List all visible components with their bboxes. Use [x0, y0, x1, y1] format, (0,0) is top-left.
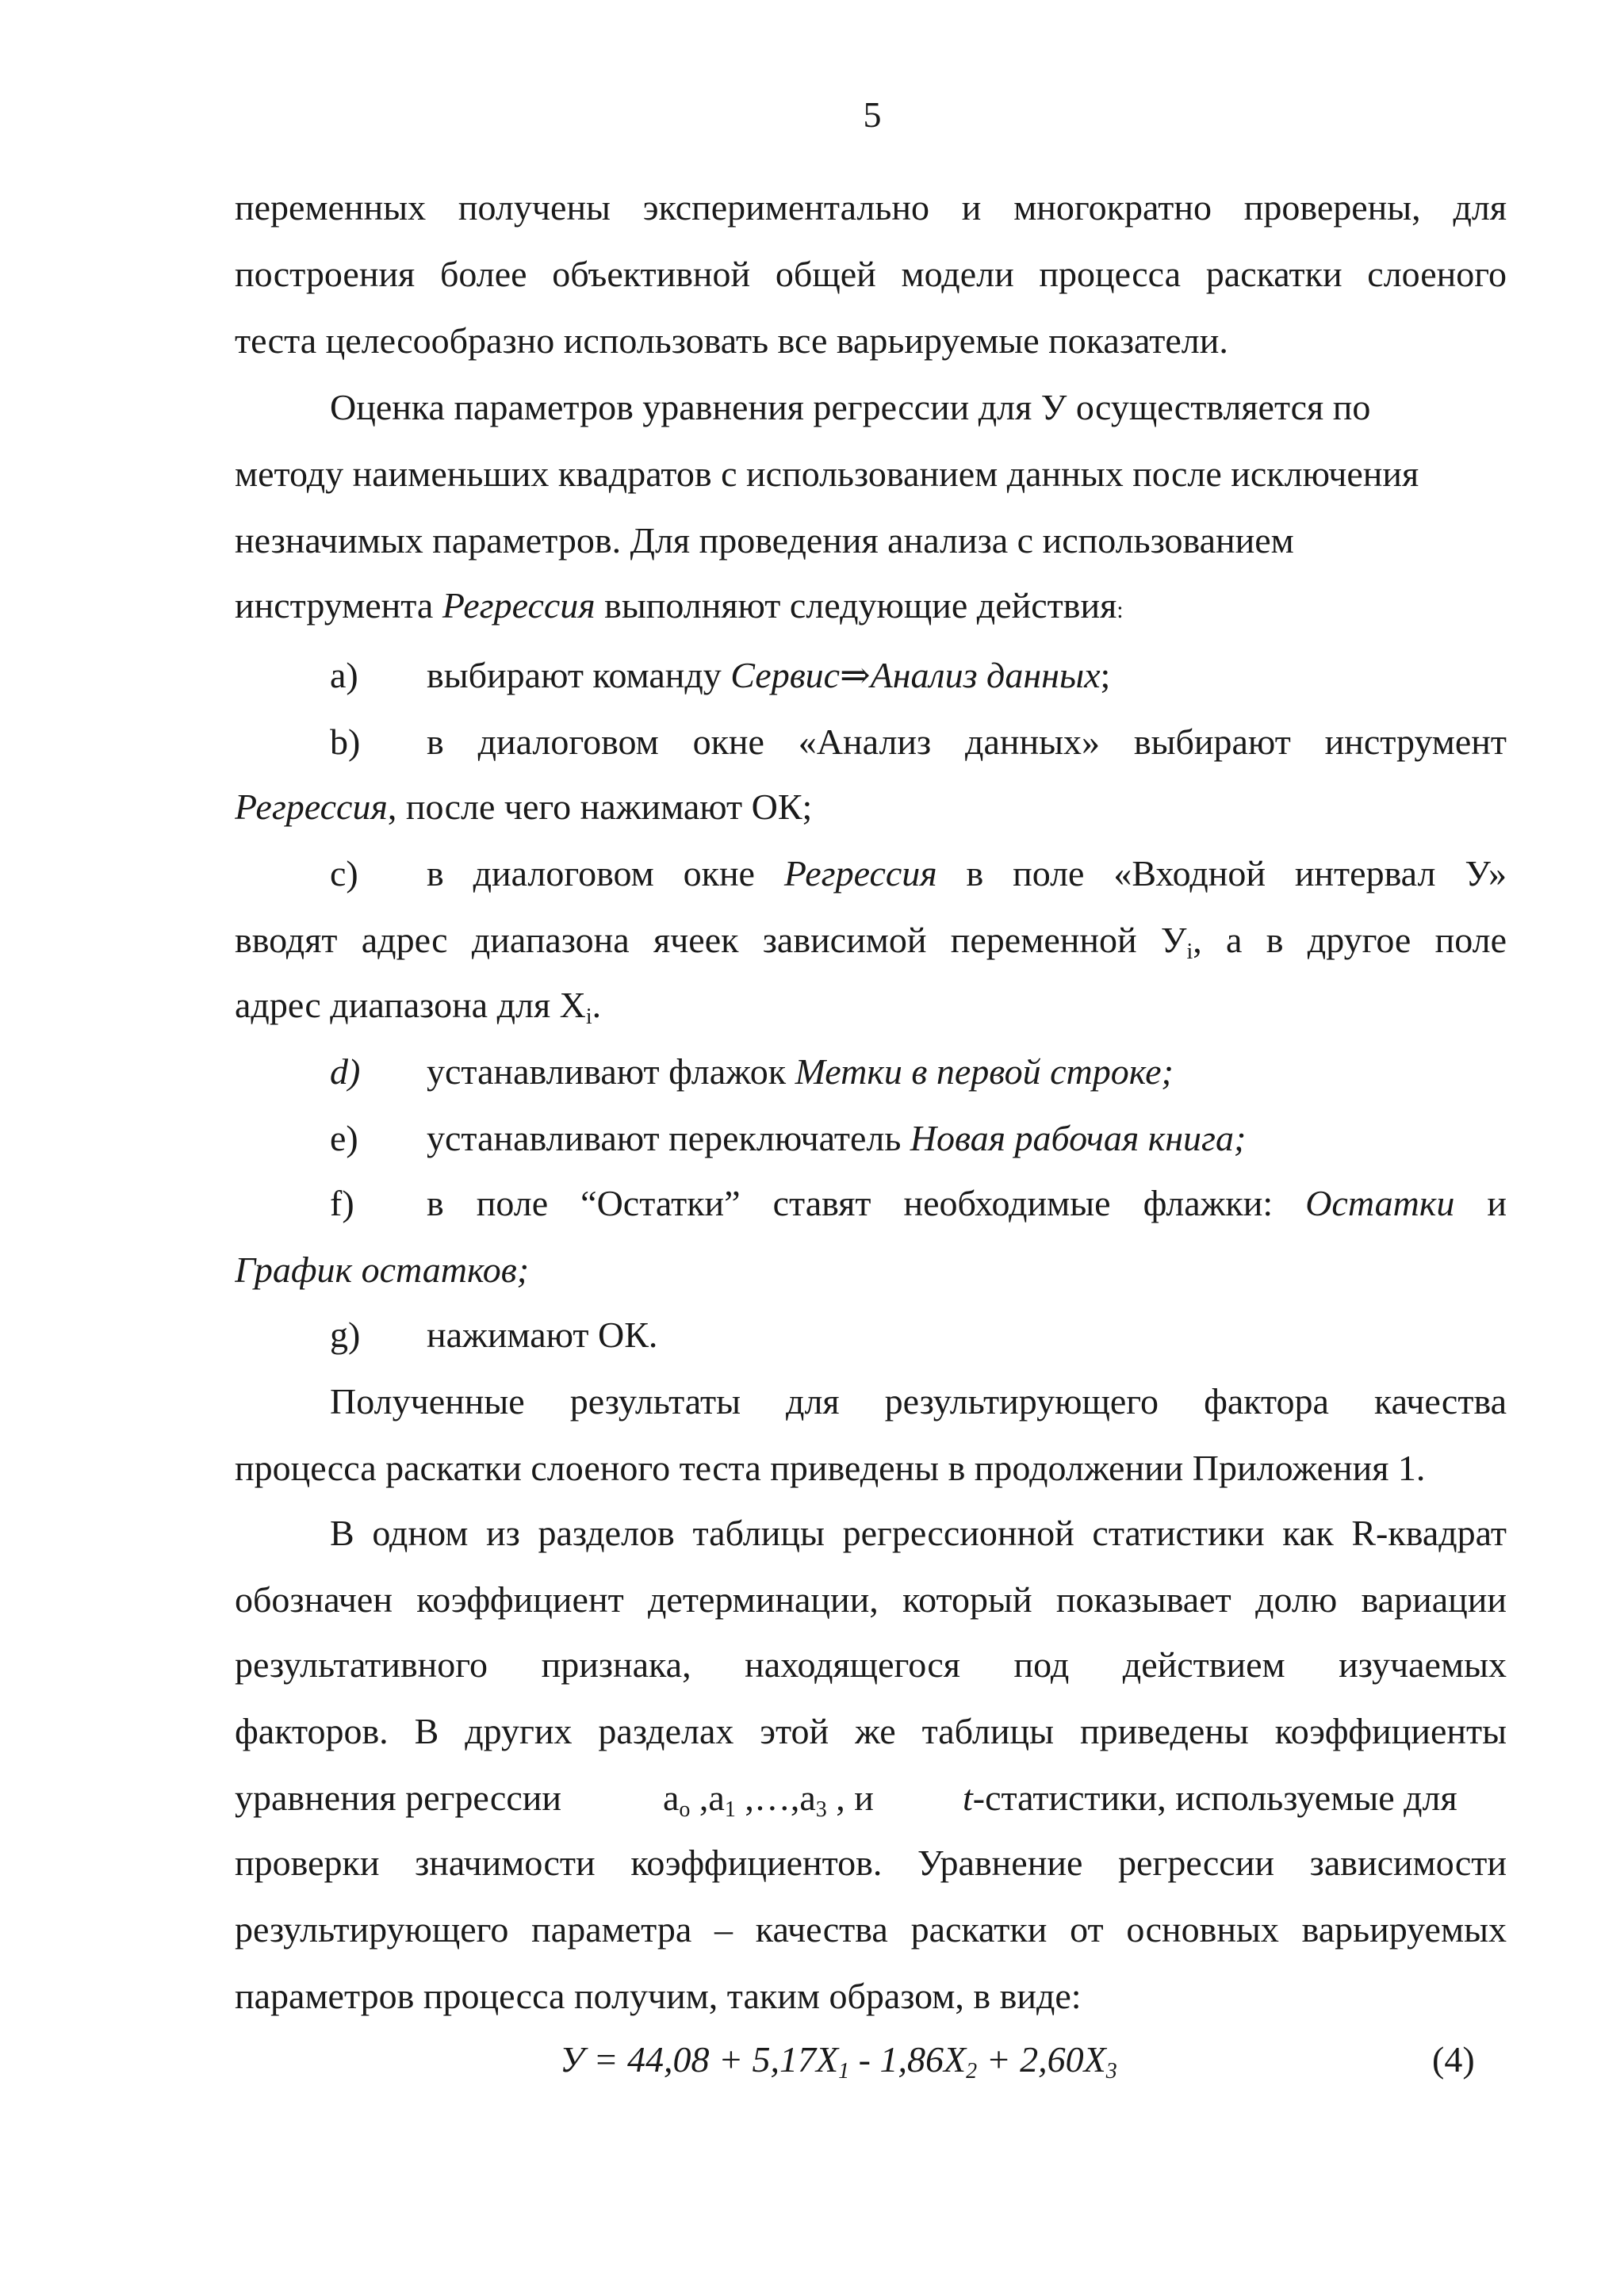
- paragraph-4-line-8: параметров процесса получим, таким образом, в виде:: [235, 1976, 1082, 2016]
- list-marker-e: e): [330, 1118, 358, 1158]
- text: , а в другое поле: [1193, 920, 1507, 960]
- list-item-f: [427, 1180, 1507, 1227]
- text: инструмента: [235, 585, 442, 626]
- text: , и: [826, 1777, 874, 1818]
- paragraph-1-line-2: построения более объективной общей модели процесса раскатки слоеного: [235, 254, 1507, 294]
- equation-number: (4): [1432, 2039, 1475, 2080]
- paragraph-4-line-3: результативного признака, находящегося под действием изучаемых: [235, 1644, 1507, 1685]
- italic-term: Остатки: [1305, 1183, 1455, 1223]
- paragraph-4-line-6: проверки значимости коэффициентов. Уравнение регрессии зависимости: [235, 1843, 1507, 1883]
- paragraph-2-line-2: методу наименьших квадратов с использованием данных после исключения: [235, 453, 1419, 494]
- text: :: [1116, 597, 1124, 623]
- text: ,a: [690, 1777, 725, 1818]
- text: адрес диапазона для X: [235, 985, 586, 1025]
- paragraph-1-line-3: теста целесообразно использовать все варьируемые показатели.: [235, 320, 1228, 361]
- text: -статистики, используемые для: [972, 1777, 1457, 1818]
- paragraph-1-line-1: переменных получены экспериментально и многократно проверены, для: [235, 187, 1507, 228]
- paragraph-4-line-4: факторов. В других разделах этой же таблицы приведены коэффициенты: [235, 1711, 1507, 1751]
- italic-term: Регрессия: [235, 786, 388, 827]
- italic-term: Сервис⇒Анализ данных: [730, 655, 1101, 695]
- text: устанавливают флажок: [427, 1051, 795, 1092]
- text: в диалоговом окне: [427, 853, 784, 894]
- text: , после чего нажимают ОК;: [387, 786, 813, 827]
- italic-term: Метки в первой строке;: [795, 1051, 1174, 1092]
- list-marker-d: [330, 1048, 409, 1096]
- subscript: o: [679, 1797, 691, 1822]
- regression-equation: [560, 2034, 1117, 2085]
- italic-term: Регрессия: [783, 853, 937, 894]
- subscript: i: [585, 1004, 592, 1029]
- text: выполняют следующие действия: [595, 585, 1117, 626]
- marker-text: d): [330, 1051, 361, 1092]
- list-item-g: нажимают ОК.: [427, 1314, 658, 1355]
- italic-term: t: [963, 1777, 973, 1818]
- paragraph-4-line-2: обозначен коэффициент детерминации, который показывает долю вариации: [235, 1579, 1507, 1620]
- paragraph-3-line-2: процесса раскатки слоеного теста приведены в продолжении Приложения 1.: [235, 1448, 1426, 1488]
- coefficient-list: [663, 1774, 874, 1822]
- paragraph-4-line-5: [235, 1774, 1507, 1822]
- italic-term: Новая рабочая книга;: [910, 1118, 1247, 1158]
- subscript: 2: [966, 2059, 978, 2084]
- paragraph-2-line-1: Оценка параметров уравнения регрессии для У осуществляется по: [330, 387, 1371, 427]
- italic-term: Регрессия: [442, 585, 596, 626]
- list-item-f-line-2: [235, 1246, 1507, 1294]
- text: + 2,60X: [977, 2039, 1106, 2080]
- page-number: 5: [863, 94, 882, 135]
- subscript: i: [1186, 939, 1193, 964]
- paragraph-4-line-1: В одном из разделов таблицы регрессионной статистики как R-квадрат: [330, 1513, 1507, 1553]
- list-marker-g: g): [330, 1314, 361, 1355]
- list-item-b: в диалоговом окне «Анализ данных» выбирают инструмент: [427, 721, 1507, 762]
- subscript: 1: [724, 1797, 736, 1822]
- list-marker-c: c): [330, 853, 358, 894]
- list-marker-f: f): [330, 1183, 354, 1223]
- list-item-b-line-2: [235, 783, 1507, 831]
- text: устанавливают переключатель: [427, 1118, 910, 1158]
- list-marker-b: b): [330, 721, 361, 762]
- paragraph-3-line-1: Полученные результаты для результирующего фактора качества: [330, 1381, 1507, 1422]
- list-item-c-line-2: [235, 916, 1507, 964]
- subscript: 1: [838, 2059, 850, 2084]
- list-item-e: [427, 1115, 1507, 1162]
- text: выбирают команду: [427, 655, 731, 695]
- list-item-a: [427, 652, 1507, 699]
- paragraph-2-line-3: незначимых параметров. Для проведения анализа с использованием: [235, 520, 1294, 561]
- text: уравнения регрессии: [235, 1777, 561, 1818]
- subscript: 3: [815, 1797, 827, 1822]
- text: и: [1454, 1183, 1507, 1223]
- list-marker-a: a): [330, 655, 358, 695]
- italic-term: График остатков;: [235, 1249, 530, 1290]
- text: в поле “Остатки” ставят необходимые флажки:: [427, 1183, 1306, 1223]
- text: вводят адрес диапазона ячеек зависимой переменной У: [235, 920, 1187, 960]
- text: ;: [1100, 655, 1111, 695]
- list-item-d: [427, 1048, 1507, 1096]
- text: - 1,86X: [849, 2039, 967, 2080]
- subscript: 3: [1105, 2059, 1117, 2084]
- text: ,…,a: [735, 1777, 816, 1818]
- text: .: [592, 985, 602, 1025]
- text: в поле «Входной интервал У»: [936, 853, 1507, 894]
- list-item-c: [427, 850, 1507, 897]
- paragraph-2-line-4: [235, 582, 1507, 629]
- list-item-c-line-3: [235, 982, 1507, 1029]
- text: У = 44,08 + 5,17X: [560, 2039, 839, 2080]
- text: a: [663, 1777, 680, 1818]
- t-statistics: [963, 1774, 1457, 1822]
- paragraph-4-line-7: результирующего параметра – качества раскатки от основных варьируемых: [235, 1909, 1507, 1950]
